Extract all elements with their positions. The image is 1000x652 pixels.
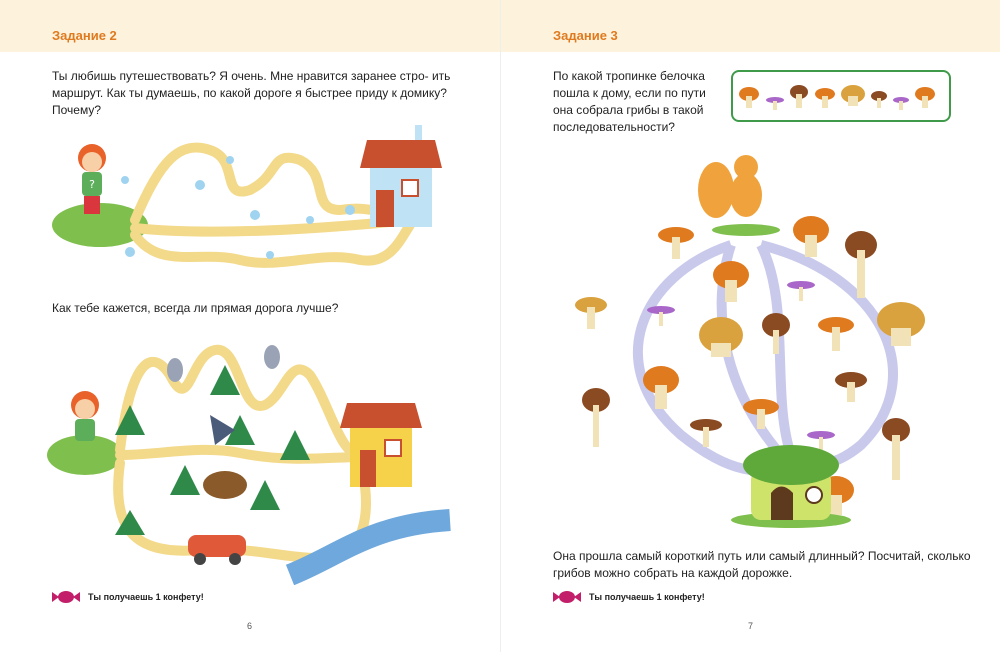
hare-icon: [167, 358, 183, 382]
mushroom-icon: [893, 97, 909, 110]
house-yellow: [340, 403, 422, 487]
mushroom-icon: [871, 91, 887, 108]
maze-illustration-forest: [40, 335, 460, 585]
header-band: [0, 0, 500, 52]
middle-path: [135, 220, 410, 232]
river: [290, 520, 450, 575]
task-title: Задание 3: [553, 28, 618, 43]
mushroom-icon: [815, 88, 835, 108]
reward-line: [52, 590, 204, 604]
right-page: [500, 0, 1000, 652]
house-blue: [360, 125, 442, 227]
squirrel-character: [698, 155, 780, 236]
task-intro: Ты любишь путешествовать? Я очень. Мне нравится заранее стро- ить маршрут. Как ты думаешь, по какой дороге я быстрее приду к домику? Почему?: [52, 69, 451, 117]
reward-line: [553, 590, 705, 604]
question-straight-road: Как тебе кажется, всегда ли прямая дорога лучше?: [52, 301, 339, 315]
task-intro: По какой тропинке белочка пошла к дому, если по пути она собрала грибы в такой последовательности?: [553, 69, 706, 134]
question-path-length: Она прошла самый короткий путь или самый длинный? Посчитай, сколько грибов можно собрать на каждой дорожке.: [553, 549, 971, 580]
squirrel-maze-illustration: [561, 135, 961, 535]
mushroom-icon: [841, 85, 865, 106]
mushroom-icon: [739, 87, 759, 108]
mushroom-sequence-box: [731, 70, 951, 122]
boy-character: [71, 391, 99, 441]
candy-icon: [52, 590, 80, 604]
mushroom-sequence: [733, 72, 949, 120]
header-band: [501, 0, 1000, 52]
candy-icon: [553, 590, 581, 604]
forest-path-middle: [120, 450, 360, 459]
mushroom-icon: [790, 85, 808, 108]
page-number: 6: [247, 621, 253, 631]
mushroom-icon: [915, 87, 935, 108]
reward-text: Ты получаешь 1 конфету!: [589, 592, 705, 602]
page-number: 7: [748, 621, 754, 631]
reward-text: Ты получаешь 1 конфету!: [88, 592, 204, 602]
hare-icon: [264, 345, 280, 369]
mushroom-icon: [766, 97, 784, 110]
maze-illustration-top: [40, 120, 460, 280]
bear-icon: [203, 471, 247, 499]
car-icon: [188, 535, 246, 565]
task-title: Задание 2: [52, 28, 117, 43]
shirt-mark: ?: [89, 178, 95, 191]
